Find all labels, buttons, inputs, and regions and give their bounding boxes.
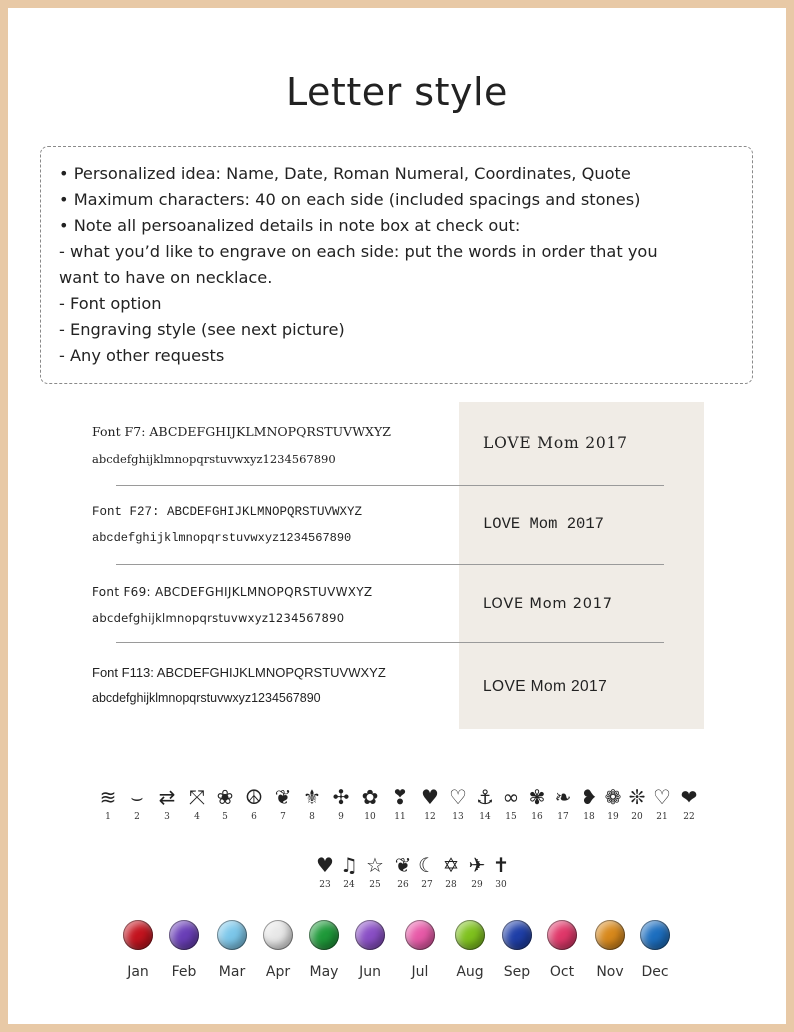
infinity-icon [498, 786, 524, 823]
symbol-glyph: ✣ [332, 785, 350, 809]
month-label: Dec [641, 964, 669, 980]
symbol-glyph: ✾ [528, 785, 546, 809]
birthstone-apr [255, 920, 301, 980]
two-hearts-icon [390, 854, 416, 891]
double-arrow-icon [154, 786, 180, 823]
page [8, 8, 786, 1024]
font-uppercase-line: Font F69: ABCDEFGHIJKLMNOPQRSTUVWXYZ [92, 585, 373, 599]
font-uppercase-line: Font F27: ABCDEFGHIJKLMNOPQRSTUVWXYZ [92, 505, 363, 519]
symbol-number: 2 [134, 812, 140, 822]
note-line: • Note all persoanalized details in note box at check out: [59, 216, 521, 235]
page-title: Letter style [286, 70, 508, 114]
month-label: Jun [359, 964, 381, 980]
wings-icon [624, 786, 650, 823]
symbol-glyph: ❦ [394, 853, 412, 877]
birthstone-feb [161, 920, 207, 980]
hearts-icon [387, 786, 413, 823]
gem-icon [405, 920, 435, 950]
symbol-number: 8 [309, 812, 315, 822]
crossed-arrows-icon [184, 786, 210, 823]
flower-icon [357, 786, 383, 823]
note-line: - Font option [59, 294, 162, 313]
font-option-f69 [8, 585, 786, 663]
symbol-number: 28 [445, 880, 457, 890]
month-label: Mar [218, 964, 246, 980]
symbol-glyph: ⌣ [130, 785, 144, 809]
swirl-icon [550, 786, 576, 823]
symbol-glyph: ≋ [99, 785, 117, 809]
symbol-number: 14 [479, 812, 491, 822]
symbol-glyph: ♥ [421, 785, 439, 809]
symbol-glyph: ❧ [554, 785, 572, 809]
font-lowercase-line: abcdefghijklmnopqrstuvwxyz1234567890 [92, 452, 336, 466]
font-uppercase-line: Font F7: ABCDEFGHIJKLMNOPQRSTUVWXYZ [92, 424, 391, 439]
symbol-number: 9 [338, 812, 344, 822]
symbol-number: 22 [683, 812, 695, 822]
symbol-glyph: ✈ [468, 853, 486, 877]
symbol-number: 30 [495, 880, 507, 890]
month-label: Aug [456, 964, 484, 980]
lotus-icon [270, 786, 296, 823]
divider [116, 485, 664, 486]
symbol-number: 1 [105, 812, 111, 822]
symbol-number: 15 [505, 812, 517, 822]
divider [116, 564, 664, 565]
birthstone-nov [587, 920, 633, 980]
symbol-number: 4 [194, 812, 200, 822]
note-line: want to have on necklace. [59, 268, 273, 287]
symbol-number: 11 [394, 812, 406, 822]
gem-icon [547, 920, 577, 950]
gem-icon [217, 920, 247, 950]
font-lowercase-line: abcdefghijklmnopqrstuvwxyz1234567890 [92, 691, 321, 705]
note-line: - Any other requests [59, 346, 225, 365]
symbol-glyph: ✝ [492, 853, 510, 877]
smile-icon [124, 786, 150, 823]
font-lowercase-line: abcdefghijklmnopqrstuvwxyz1234567890 [92, 531, 352, 545]
gem-icon [640, 920, 670, 950]
font-sample-text: LOVE Mom 2017 [483, 434, 628, 452]
note-line: - what you’d like to engrave on each side: put the words in order that you [59, 242, 658, 261]
clover-icon [328, 786, 354, 823]
birthstone-mar [209, 920, 255, 980]
heart-knot-icon [576, 786, 602, 823]
symbol-glyph: ❤ [680, 785, 698, 809]
birthstone-sep [494, 920, 540, 980]
birthstone-oct [539, 920, 585, 980]
small-heart-icon [312, 854, 338, 891]
month-label: Apr [265, 964, 291, 980]
note-line: - Engraving style (see next picture) [59, 320, 345, 339]
font-option-f27 [8, 505, 786, 583]
symbol-number: 7 [280, 812, 286, 822]
symbol-glyph: ❣ [391, 785, 409, 809]
symbol-number: 5 [222, 812, 228, 822]
heart-arrow-icon [676, 786, 702, 823]
fleur-de-lis-icon [299, 786, 325, 823]
symbol-glyph: ❥ [580, 785, 598, 809]
symbol-glyph: ❁ [604, 785, 622, 809]
symbol-number: 29 [471, 880, 483, 890]
symbol-number: 21 [656, 812, 668, 822]
star-of-david-icon [438, 854, 464, 891]
gem-icon [595, 920, 625, 950]
birthstone-may [301, 920, 347, 980]
month-label: Feb [171, 964, 197, 980]
bird-icon [464, 854, 490, 891]
month-label: Sep [503, 964, 531, 980]
symbol-number: 19 [607, 812, 619, 822]
symbol-glyph: ❦ [274, 785, 292, 809]
font-sample-text: LOVE Mom 2017 [483, 515, 604, 533]
note-line: • Maximum characters: 40 on each side (included spacings and stones) [59, 190, 641, 209]
birthstone-jun [347, 920, 393, 980]
font-sample-text: LOVE Mom 2017 [483, 596, 613, 612]
paw-icon [212, 786, 238, 823]
birthstone-dec [632, 920, 678, 980]
gem-icon [123, 920, 153, 950]
month-label: Oct [549, 964, 575, 980]
month-label: May [309, 964, 339, 980]
heart-icon [649, 786, 675, 823]
blossom-icon [524, 786, 550, 823]
font-sample-text: LOVE Mom 2017 [483, 678, 608, 695]
gem-icon [309, 920, 339, 950]
font-lowercase-line: abcdefghijklmnopqrstuvwxyz1234567890 [92, 611, 345, 625]
anchor-icon [472, 786, 498, 823]
font-option-f7 [8, 424, 786, 502]
gem-icon [263, 920, 293, 950]
symbol-glyph: ☆ [366, 853, 384, 877]
symbol-glyph: ☾ [418, 853, 436, 877]
symbol-glyph: ⚜ [303, 785, 321, 809]
symbol-number: 24 [343, 880, 355, 890]
gem-icon [355, 920, 385, 950]
symbol-glyph: ☮ [245, 785, 263, 809]
font-uppercase-line: Font F113: ABCDEFGHIJKLMNOPQRSTUVWXYZ [92, 665, 386, 680]
notes-box [40, 146, 753, 384]
music-notes-icon [336, 854, 362, 891]
symbol-number: 27 [421, 880, 433, 890]
heart-outline-icon [445, 786, 471, 823]
birthstone-jul [397, 920, 443, 980]
rose-icon [600, 786, 626, 823]
symbol-glyph: ✿ [361, 785, 379, 809]
symbol-glyph: ❀ [216, 785, 234, 809]
symbol-glyph: ⚓ [476, 785, 494, 809]
month-label: Jan [127, 964, 149, 980]
symbol-number: 6 [251, 812, 257, 822]
peace-icon [241, 786, 267, 823]
gem-icon [455, 920, 485, 950]
symbol-glyph: ✡ [442, 853, 460, 877]
symbol-number: 23 [319, 880, 331, 890]
symbol-glyph: ⤧ [189, 785, 205, 809]
note-line: • Personalized idea: Name, Date, Roman Numeral, Coordinates, Quote [59, 164, 631, 183]
symbol-number: 13 [452, 812, 464, 822]
symbol-glyph: ♡ [449, 785, 467, 809]
gem-icon [169, 920, 199, 950]
gem-icon [502, 920, 532, 950]
cross-icon [488, 854, 514, 891]
symbol-number: 26 [397, 880, 409, 890]
symbol-glyph: ♡ [653, 785, 671, 809]
symbol-glyph: ♫ [340, 853, 358, 877]
star-icon [362, 854, 388, 891]
symbol-number: 20 [631, 812, 643, 822]
symbol-number: 3 [164, 812, 170, 822]
birthstone-aug [447, 920, 493, 980]
moon-icon [414, 854, 440, 891]
month-label: Nov [596, 964, 624, 980]
symbol-glyph: ♥ [316, 853, 334, 877]
divider [116, 642, 664, 643]
symbol-number: 18 [583, 812, 595, 822]
birthstone-jan [115, 920, 161, 980]
striped-heart-icon [417, 786, 443, 823]
symbol-number: 12 [424, 812, 436, 822]
symbol-number: 17 [557, 812, 569, 822]
symbol-glyph: ∞ [502, 785, 520, 809]
waves-icon [95, 786, 121, 823]
font-option-f113 [8, 665, 786, 743]
symbol-number: 16 [531, 812, 543, 822]
month-label: Jul [411, 964, 429, 980]
symbol-glyph: ❊ [628, 785, 646, 809]
symbol-glyph: ⇄ [158, 785, 176, 809]
symbol-number: 25 [369, 880, 381, 890]
symbol-number: 10 [364, 812, 376, 822]
